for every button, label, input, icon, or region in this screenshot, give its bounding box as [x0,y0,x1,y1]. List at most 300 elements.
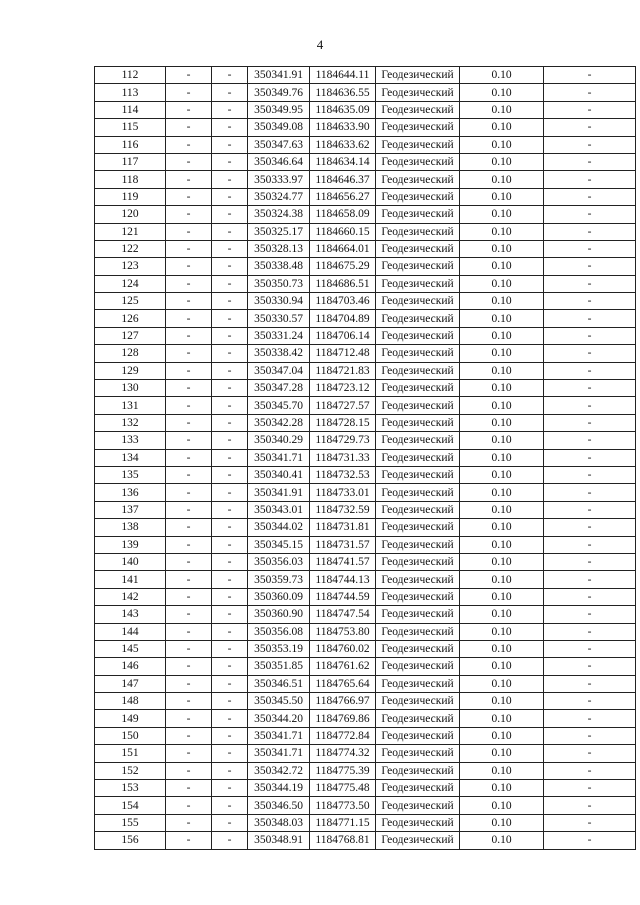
dash-cell-b: - [212,449,248,466]
description-cell: - [544,380,636,397]
point-number-cell: 135 [95,466,166,483]
dash-cell-a: - [166,675,212,692]
method-cell: Геодезический [376,397,460,414]
table-row [95,275,636,292]
x-coordinate-cell: 350351.85 [248,658,310,675]
y-coordinate-cell: 1184634.14 [310,153,376,170]
y-coordinate-cell: 1184772.84 [310,727,376,744]
precision-cell: 0.10 [460,67,544,84]
table-row [95,710,636,727]
method-cell: Геодезический [376,762,460,779]
y-coordinate-cell: 1184644.11 [310,67,376,84]
method-cell: Геодезический [376,832,460,849]
dash-cell-b: - [212,780,248,797]
dash-cell-b: - [212,432,248,449]
table-row [95,380,636,397]
description-cell: - [544,675,636,692]
x-coordinate-cell: 350338.48 [248,258,310,275]
table-row [95,119,636,136]
table-row [95,780,636,797]
dash-cell-a: - [166,310,212,327]
table-row [95,519,636,536]
y-coordinate-cell: 1184727.57 [310,397,376,414]
dash-cell-a: - [166,101,212,118]
description-cell: - [544,693,636,710]
table-row [95,832,636,849]
x-coordinate-cell: 350342.28 [248,414,310,431]
table-row [95,310,636,327]
y-coordinate-cell: 1184633.90 [310,119,376,136]
method-cell: Геодезический [376,136,460,153]
point-number-cell: 119 [95,188,166,205]
dash-cell-b: - [212,310,248,327]
method-cell: Геодезический [376,223,460,240]
point-number-cell: 156 [95,832,166,849]
y-coordinate-cell: 1184766.97 [310,693,376,710]
x-coordinate-cell: 350349.76 [248,84,310,101]
dash-cell-b: - [212,101,248,118]
method-cell: Геодезический [376,101,460,118]
x-coordinate-cell: 350346.51 [248,675,310,692]
dash-cell-b: - [212,414,248,431]
dash-cell-a: - [166,832,212,849]
table-row [95,640,636,657]
point-number-cell: 120 [95,206,166,223]
y-coordinate-cell: 1184761.62 [310,658,376,675]
method-cell: Геодезический [376,171,460,188]
dash-cell-b: - [212,588,248,605]
y-coordinate-cell: 1184774.32 [310,745,376,762]
table-row [95,206,636,223]
method-cell: Геодезический [376,310,460,327]
x-coordinate-cell: 350343.01 [248,501,310,518]
x-coordinate-cell: 350330.57 [248,310,310,327]
x-coordinate-cell: 350360.90 [248,606,310,623]
description-cell: - [544,223,636,240]
precision-cell: 0.10 [460,519,544,536]
point-number-cell: 129 [95,362,166,379]
x-coordinate-cell: 350344.02 [248,519,310,536]
y-coordinate-cell: 1184706.14 [310,327,376,344]
table-row [95,727,636,744]
dash-cell-b: - [212,327,248,344]
point-number-cell: 140 [95,553,166,570]
y-coordinate-cell: 1184741.57 [310,553,376,570]
description-cell: - [544,623,636,640]
method-cell: Геодезический [376,519,460,536]
y-coordinate-cell: 1184636.55 [310,84,376,101]
point-number-cell: 116 [95,136,166,153]
table-row [95,606,636,623]
y-coordinate-cell: 1184733.01 [310,484,376,501]
table-row [95,814,636,831]
description-cell: - [544,449,636,466]
precision-cell: 0.10 [460,780,544,797]
precision-cell: 0.10 [460,136,544,153]
description-cell: - [544,362,636,379]
dash-cell-b: - [212,258,248,275]
y-coordinate-cell: 1184686.51 [310,275,376,292]
x-coordinate-cell: 350345.70 [248,397,310,414]
dash-cell-a: - [166,362,212,379]
table-row [95,171,636,188]
table-row [95,658,636,675]
dash-cell-b: - [212,658,248,675]
table-row [95,67,636,84]
precision-cell: 0.10 [460,153,544,170]
table-row [95,501,636,518]
dash-cell-b: - [212,223,248,240]
y-coordinate-cell: 1184768.81 [310,832,376,849]
dash-cell-b: - [212,484,248,501]
x-coordinate-cell: 350345.50 [248,693,310,710]
method-cell: Геодезический [376,693,460,710]
dash-cell-a: - [166,571,212,588]
precision-cell: 0.10 [460,275,544,292]
x-coordinate-cell: 350356.08 [248,623,310,640]
dash-cell-b: - [212,762,248,779]
description-cell: - [544,101,636,118]
coordinates-table [94,66,636,850]
description-cell: - [544,136,636,153]
x-coordinate-cell: 350341.71 [248,745,310,762]
x-coordinate-cell: 350333.97 [248,171,310,188]
point-number-cell: 115 [95,119,166,136]
description-cell: - [544,188,636,205]
dash-cell-a: - [166,119,212,136]
x-coordinate-cell: 350349.08 [248,119,310,136]
description-cell: - [544,397,636,414]
dash-cell-b: - [212,536,248,553]
description-cell: - [544,519,636,536]
description-cell: - [544,640,636,657]
description-cell: - [544,293,636,310]
x-coordinate-cell: 350349.95 [248,101,310,118]
table-row [95,588,636,605]
x-coordinate-cell: 350348.91 [248,832,310,849]
description-cell: - [544,658,636,675]
description-cell: - [544,432,636,449]
precision-cell: 0.10 [460,432,544,449]
point-number-cell: 122 [95,240,166,257]
precision-cell: 0.10 [460,449,544,466]
dash-cell-b: - [212,553,248,570]
dash-cell-a: - [166,553,212,570]
dash-cell-a: - [166,501,212,518]
precision-cell: 0.10 [460,188,544,205]
precision-cell: 0.10 [460,223,544,240]
table-row [95,745,636,762]
dash-cell-b: - [212,345,248,362]
x-coordinate-cell: 350346.64 [248,153,310,170]
description-cell: - [544,153,636,170]
x-coordinate-cell: 350347.28 [248,380,310,397]
table-row [95,327,636,344]
dash-cell-a: - [166,710,212,727]
y-coordinate-cell: 1184658.09 [310,206,376,223]
table-row [95,484,636,501]
y-coordinate-cell: 1184723.12 [310,380,376,397]
x-coordinate-cell: 350341.91 [248,67,310,84]
point-number-cell: 117 [95,153,166,170]
precision-cell: 0.10 [460,553,544,570]
method-cell: Геодезический [376,275,460,292]
dash-cell-a: - [166,414,212,431]
description-cell: - [544,606,636,623]
dash-cell-a: - [166,519,212,536]
description-cell: - [544,466,636,483]
x-coordinate-cell: 350347.63 [248,136,310,153]
point-number-cell: 128 [95,345,166,362]
y-coordinate-cell: 1184712.48 [310,345,376,362]
dash-cell-b: - [212,206,248,223]
x-coordinate-cell: 350330.94 [248,293,310,310]
x-coordinate-cell: 350338.42 [248,345,310,362]
method-cell: Геодезический [376,466,460,483]
dash-cell-a: - [166,449,212,466]
dash-cell-b: - [212,606,248,623]
method-cell: Геодезический [376,327,460,344]
point-number-cell: 148 [95,693,166,710]
dash-cell-a: - [166,240,212,257]
method-cell: Геодезический [376,814,460,831]
dash-cell-a: - [166,345,212,362]
dash-cell-b: - [212,362,248,379]
table-row [95,240,636,257]
method-cell: Геодезический [376,119,460,136]
precision-cell: 0.10 [460,693,544,710]
table-row [95,466,636,483]
method-cell: Геодезический [376,745,460,762]
description-cell: - [544,814,636,831]
point-number-cell: 145 [95,640,166,657]
description-cell: - [544,797,636,814]
precision-cell: 0.10 [460,501,544,518]
method-cell: Геодезический [376,414,460,431]
dash-cell-b: - [212,693,248,710]
coordinates-table-body [95,67,636,850]
precision-cell: 0.10 [460,414,544,431]
dash-cell-b: - [212,136,248,153]
method-cell: Геодезический [376,380,460,397]
y-coordinate-cell: 1184769.86 [310,710,376,727]
x-coordinate-cell: 350346.50 [248,797,310,814]
precision-cell: 0.10 [460,727,544,744]
y-coordinate-cell: 1184771.15 [310,814,376,831]
dash-cell-b: - [212,119,248,136]
x-coordinate-cell: 350341.71 [248,449,310,466]
x-coordinate-cell: 350341.71 [248,727,310,744]
x-coordinate-cell: 350340.29 [248,432,310,449]
description-cell: - [544,762,636,779]
precision-cell: 0.10 [460,571,544,588]
description-cell: - [544,501,636,518]
point-number-cell: 126 [95,310,166,327]
method-cell: Геодезический [376,727,460,744]
point-number-cell: 133 [95,432,166,449]
precision-cell: 0.10 [460,240,544,257]
point-number-cell: 146 [95,658,166,675]
description-cell: - [544,327,636,344]
x-coordinate-cell: 350347.04 [248,362,310,379]
point-number-cell: 153 [95,780,166,797]
x-coordinate-cell: 350345.15 [248,536,310,553]
table-row [95,258,636,275]
table-row [95,693,636,710]
x-coordinate-cell: 350342.72 [248,762,310,779]
y-coordinate-cell: 1184703.46 [310,293,376,310]
dash-cell-a: - [166,275,212,292]
y-coordinate-cell: 1184731.57 [310,536,376,553]
table-row [95,397,636,414]
table-row [95,623,636,640]
dash-cell-a: - [166,658,212,675]
table-row [95,188,636,205]
method-cell: Геодезический [376,501,460,518]
y-coordinate-cell: 1184704.89 [310,310,376,327]
point-number-cell: 147 [95,675,166,692]
point-number-cell: 149 [95,710,166,727]
point-number-cell: 114 [95,101,166,118]
point-number-cell: 132 [95,414,166,431]
precision-cell: 0.10 [460,171,544,188]
y-coordinate-cell: 1184660.15 [310,223,376,240]
dash-cell-a: - [166,762,212,779]
y-coordinate-cell: 1184656.27 [310,188,376,205]
dash-cell-b: - [212,171,248,188]
point-number-cell: 131 [95,397,166,414]
point-number-cell: 141 [95,571,166,588]
dash-cell-b: - [212,397,248,414]
method-cell: Геодезический [376,240,460,257]
precision-cell: 0.10 [460,101,544,118]
x-coordinate-cell: 350350.73 [248,275,310,292]
y-coordinate-cell: 1184775.48 [310,780,376,797]
method-cell: Геодезический [376,640,460,657]
description-cell: - [544,275,636,292]
dash-cell-b: - [212,745,248,762]
point-number-cell: 134 [95,449,166,466]
precision-cell: 0.10 [460,466,544,483]
point-number-cell: 137 [95,501,166,518]
x-coordinate-cell: 350328.13 [248,240,310,257]
dash-cell-a: - [166,206,212,223]
precision-cell: 0.10 [460,675,544,692]
description-cell: - [544,119,636,136]
dash-cell-b: - [212,797,248,814]
dash-cell-a: - [166,432,212,449]
point-number-cell: 124 [95,275,166,292]
precision-cell: 0.10 [460,814,544,831]
x-coordinate-cell: 350324.77 [248,188,310,205]
table-row [95,449,636,466]
x-coordinate-cell: 350344.20 [248,710,310,727]
precision-cell: 0.10 [460,797,544,814]
point-number-cell: 136 [95,484,166,501]
description-cell: - [544,258,636,275]
precision-cell: 0.10 [460,640,544,657]
table-row [95,571,636,588]
method-cell: Геодезический [376,780,460,797]
precision-cell: 0.10 [460,536,544,553]
dash-cell-b: - [212,67,248,84]
point-number-cell: 154 [95,797,166,814]
table-row [95,414,636,431]
y-coordinate-cell: 1184732.59 [310,501,376,518]
y-coordinate-cell: 1184675.29 [310,258,376,275]
dash-cell-a: - [166,536,212,553]
table-row [95,345,636,362]
method-cell: Геодезический [376,675,460,692]
method-cell: Геодезический [376,188,460,205]
dash-cell-a: - [166,380,212,397]
dash-cell-a: - [166,693,212,710]
method-cell: Геодезический [376,553,460,570]
point-number-cell: 138 [95,519,166,536]
table-row [95,223,636,240]
description-cell: - [544,206,636,223]
y-coordinate-cell: 1184760.02 [310,640,376,657]
method-cell: Геодезический [376,449,460,466]
dash-cell-b: - [212,814,248,831]
x-coordinate-cell: 350360.09 [248,588,310,605]
description-cell: - [544,84,636,101]
dash-cell-b: - [212,153,248,170]
point-number-cell: 127 [95,327,166,344]
method-cell: Геодезический [376,658,460,675]
dash-cell-a: - [166,814,212,831]
precision-cell: 0.10 [460,310,544,327]
point-number-cell: 121 [95,223,166,240]
precision-cell: 0.10 [460,327,544,344]
table-row [95,101,636,118]
description-cell: - [544,67,636,84]
method-cell: Геодезический [376,797,460,814]
precision-cell: 0.10 [460,206,544,223]
dash-cell-b: - [212,727,248,744]
precision-cell: 0.10 [460,588,544,605]
dash-cell-a: - [166,466,212,483]
precision-cell: 0.10 [460,484,544,501]
dash-cell-a: - [166,606,212,623]
description-cell: - [544,310,636,327]
dash-cell-b: - [212,380,248,397]
method-cell: Геодезический [376,258,460,275]
precision-cell: 0.10 [460,119,544,136]
description-cell: - [544,710,636,727]
method-cell: Геодезический [376,362,460,379]
dash-cell-b: - [212,710,248,727]
description-cell: - [544,727,636,744]
x-coordinate-cell: 350324.38 [248,206,310,223]
table-row [95,293,636,310]
y-coordinate-cell: 1184775.39 [310,762,376,779]
dash-cell-b: - [212,293,248,310]
method-cell: Геодезический [376,710,460,727]
y-coordinate-cell: 1184765.64 [310,675,376,692]
table-row [95,536,636,553]
point-number-cell: 151 [95,745,166,762]
dash-cell-a: - [166,67,212,84]
description-cell: - [544,553,636,570]
description-cell: - [544,571,636,588]
precision-cell: 0.10 [460,345,544,362]
point-number-cell: 130 [95,380,166,397]
method-cell: Геодезический [376,84,460,101]
point-number-cell: 123 [95,258,166,275]
y-coordinate-cell: 1184773.50 [310,797,376,814]
dash-cell-b: - [212,675,248,692]
